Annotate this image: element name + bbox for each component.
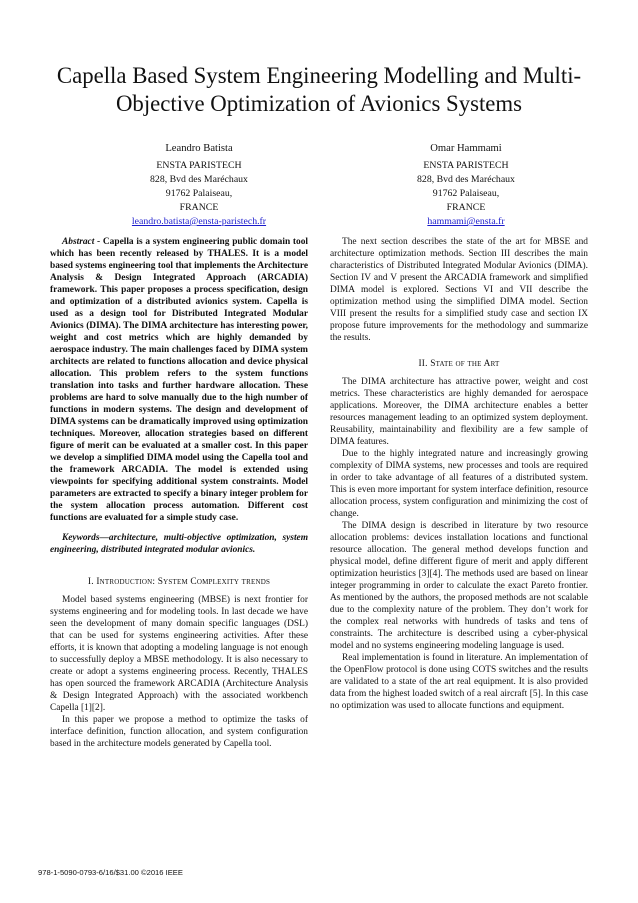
keywords: Keywords—architecture, multi-objective optimization, system engineering, distributed integrated modular avionics. — [50, 533, 308, 555]
author-block-2 — [346, 142, 586, 229]
abstract-text: - Capella is a system engineering public domain tool which has been recently released by THALES. It is a model based systems engineering tool that implements the Architecture Analysis & Design Integrated Approach (ARCADIA) framework. This paper proposes a process specification, design and optimization of a distributed avionics system. Capella is used as a design tool for Distributed Integrated Modular Avionics (DIMA). The DIMA architecture has interesting power, weight and cost metrics which are highly demanded by aerospace industry. The main challenges faced by DIMA system architects are related to functions allocation and device physical allocation. This problem refers to the system functions translation into tasks and further hardware allocation. These problems are hard to solve manually due to the high number of functions in modern systems. The design and development of DIMA systems can be dramatically improved using optimization techniques. Moreover, allocation strategies based on different figure of merit can be evaluated at a smaller cost. In this paper we develop a simplified DIMA model using the Capella tool and the framework ARCADIA. The model is extended using viewpoints for specifying additional system constraints. Model parameters are extracted to specify a binary integer problem for the system allocation process automation. Different cost functions are evaluated for a simple study case. — [50, 237, 308, 523]
author-org: ENSTA PARISTECH — [423, 160, 509, 171]
author-block-1 — [79, 142, 319, 229]
paragraph: In this paper we propose a method to optimize the tasks of interface definition, function allocation, and system configuration based in the architecture models generated by Capella tool. — [50, 715, 308, 749]
section-heading-intro: I. Introduction: System Complexity trends — [87, 577, 271, 587]
paragraph: Due to the highly integrated nature and increasingly growing complexity of DIMA systems, new processes and tools are required in order to take advantage of all features of a distributed system. This is even more important for system interface definition, resource allocation process, system configuration and minimizing the cost of change. — [330, 449, 588, 519]
author-email-link[interactable]: hammami@ensta.fr — [427, 216, 505, 227]
author-country: FRANCE — [446, 202, 486, 213]
abstract — [50, 236, 308, 524]
author-name: Omar Hammami — [430, 143, 502, 154]
author-address-line: 828, Bvd des Maréchaux — [417, 174, 515, 185]
author-country: FRANCE — [179, 202, 219, 213]
author-email-link[interactable]: leandro.batista@ensta-paristech.fr — [131, 216, 267, 227]
copyright-footer: 978-1-5090-0793-6/16/$31.00 ©2016 IEEE — [38, 868, 183, 877]
paragraph: The DIMA design is described in literature by two resource allocation problems: devices installation locations and functional resource allocation. The general method develops function and physical model, define different figure of merit and apply different optimization heuristics [3][4]. The methods used are based on linear integer programming in order to calculate the exact Pareto frontier. As mentioned by the authors, the proposed methods are not scalable due to the complexity nature of the problem. They don’t work for the complex real networks with hundreds of tasks and tens of constraints. The architecture is described using a cyber-physical model and no systems engineering modeling language is used. — [330, 521, 588, 651]
author-address-line: 91762 Palaiseau, — [432, 188, 500, 199]
paragraph: The next section describes the state of the art for MBSE and architecture optimization methods. Section III describes the main characteristics of Distributed Integrated Modular Avionics (DIMA). Section IV and V present the ARCADIA framework and simplified DIMA model is explored. Sections VI and VII describe the optimization method using the simplified DIMA model. Section VIII present the results for a simplified study case and section IX propose future improvements for the methodology and summarize the results. — [330, 237, 588, 343]
paragraph: The DIMA architecture has attractive power, weight and cost metrics. These characteristics are highly demanded for aerospace applications. Moreover, the DIMA architecture enables a better resources management leading to an optimized system deployment. Reusability, maintainability and flexibility are a few sample of DIMA features. — [330, 377, 588, 447]
author-org: ENSTA PARISTECH — [156, 160, 242, 171]
right-column — [330, 236, 588, 712]
left-column — [50, 236, 308, 750]
author-address-line: 828, Bvd des Maréchaux — [150, 174, 248, 185]
paper-title: Capella Based System Engineering Modelling and Multi-Objective Optimization of Avionics Systems — [56, 63, 582, 116]
paragraph: Real implementation is found in literature. An implementation of the OpenFlow protocol is done using COTS switches and the results are validated to a state of the art real equipment. It is also provided data from the highest loaded switch of a real aircraft [5]. In this case no optimization was used to allocate functions and equipment. — [330, 653, 588, 711]
paragraph: Model based systems engineering (MBSE) is next frontier for systems engineering and for modeling tools. In last decade we have seen the development of many domain specific languages (DSL) that can be used for systems engineering activities. After these efforts, it is known that adopting a modeling language is not enough to successfully deploy a MBSE methodology. It is also necessary to create or adopt a systems engineering process. Recently, THALES has open sourced the framework ARCADIA (Architecture Analysis & Design Integrated Approach) with the associated workbench Capella [1][2]. — [50, 595, 308, 713]
abstract-label: Abstract — [62, 237, 95, 247]
author-name: Leandro Batista — [165, 143, 233, 154]
author-address-line: 91762 Palaiseau, — [165, 188, 233, 199]
section-heading-state-of-art: II. State of the Art — [418, 359, 500, 369]
